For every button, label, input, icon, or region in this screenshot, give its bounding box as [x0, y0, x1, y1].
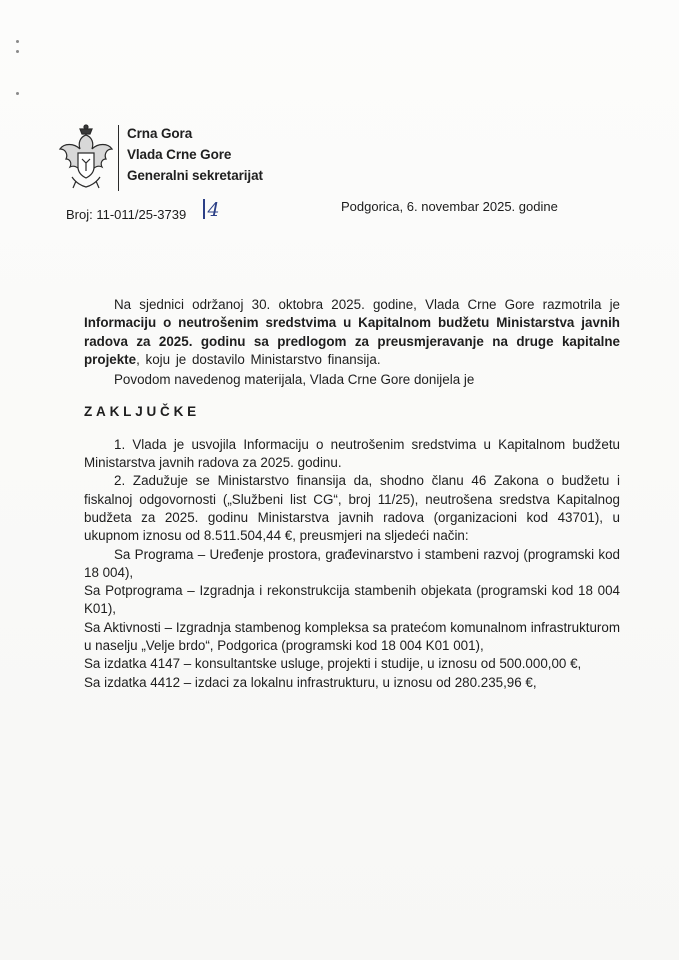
handwritten-suffix [203, 199, 220, 221]
document-body [84, 296, 620, 692]
reallocation-line: Sa Programa – Uređenje prostora, građevinarstvo i stambeni razvoj (programski kod 18 004), [84, 546, 620, 580]
reference-number: Broj: 11-011/25-3739 [66, 207, 187, 222]
decision-paragraph: Povodom navedenog materijala, Vlada Crne Gore donijela je [114, 372, 475, 388]
handwritten-suffix-text: 4 [207, 199, 220, 221]
reallocation-line: Sa Aktivnosti – Izgradnja stambenog kompleksa sa pratećom komunalnom infrastrukturom u naselju „Velje brdo“, Podgorica (programski kod 18 004 K01 001), [84, 619, 620, 654]
organization-name [127, 123, 263, 186]
org-line-secretariat: Generalni sekretarijat [127, 168, 263, 183]
intro-text-start: Na sjednici održanoj 30. oktobra 2025. godine, Vlada Crne Gore razmotrila je [114, 297, 620, 312]
org-line-government: Vlada Crne Gore [127, 147, 232, 162]
conclusion-item-1: 1. Vlada je usvojila Informaciju o neutrošenim sredstvima u Kapitalnom budžetu Ministarstva javnih radova za 2025. godinu. [84, 436, 620, 471]
org-line-country: Crna Gora [127, 126, 193, 141]
intro-text-bold: Informaciju o neutrošenim sredstvima u Kapitalnom budžetu Ministarstva javnih radova za 2025. godinu sa predlogom za preusmjeravanje na druge kapitalne projekte [84, 315, 620, 367]
letterhead-divider [118, 125, 119, 191]
reallocation-line: Sa izdatka 4147 – konsultantske usluge, projekti i studije, u iznosu od 500.000,00 €, [84, 656, 582, 672]
intro-text-end: , koju je dostavilo Ministarstvo finansija. [136, 351, 381, 367]
punch-hole-mark [16, 40, 19, 43]
handwritten-stroke [203, 199, 205, 219]
punch-hole-mark [16, 92, 19, 95]
reallocation-line: Sa izdatka 4412 – izdaci za lokalnu infrastrukturu, u iznosu od 280.235,96 €, [84, 674, 537, 690]
section-heading: ZAKLJUČKE [84, 404, 200, 420]
reallocation-line: Sa Potprograma – Izgradnja i rekonstrukcija stambenih objekata (programski kod 18 004 K01), [84, 583, 620, 617]
coat-of-arms-icon [58, 123, 114, 193]
letterhead [58, 123, 263, 193]
place-and-date: Podgorica, 6. novembar 2025. godine [341, 199, 558, 214]
intro-paragraph [84, 296, 620, 369]
punch-hole-mark [16, 50, 19, 53]
conclusion-item-2: 2. Zadužuje se Ministarstvo finansija da, shodno članu 46 Zakona o budžetu i fiskalnoj odgovornosti („Službeni list CG“, broj 11/25), neutrošena sredstva Kapitalnog budžeta za 2025. godinu Ministarstva javnih radova (organizacioni kod 43701), u ukupnom iznosu od 8.511.504,44 €, preusmjeri na sljedeći način: [84, 473, 620, 544]
